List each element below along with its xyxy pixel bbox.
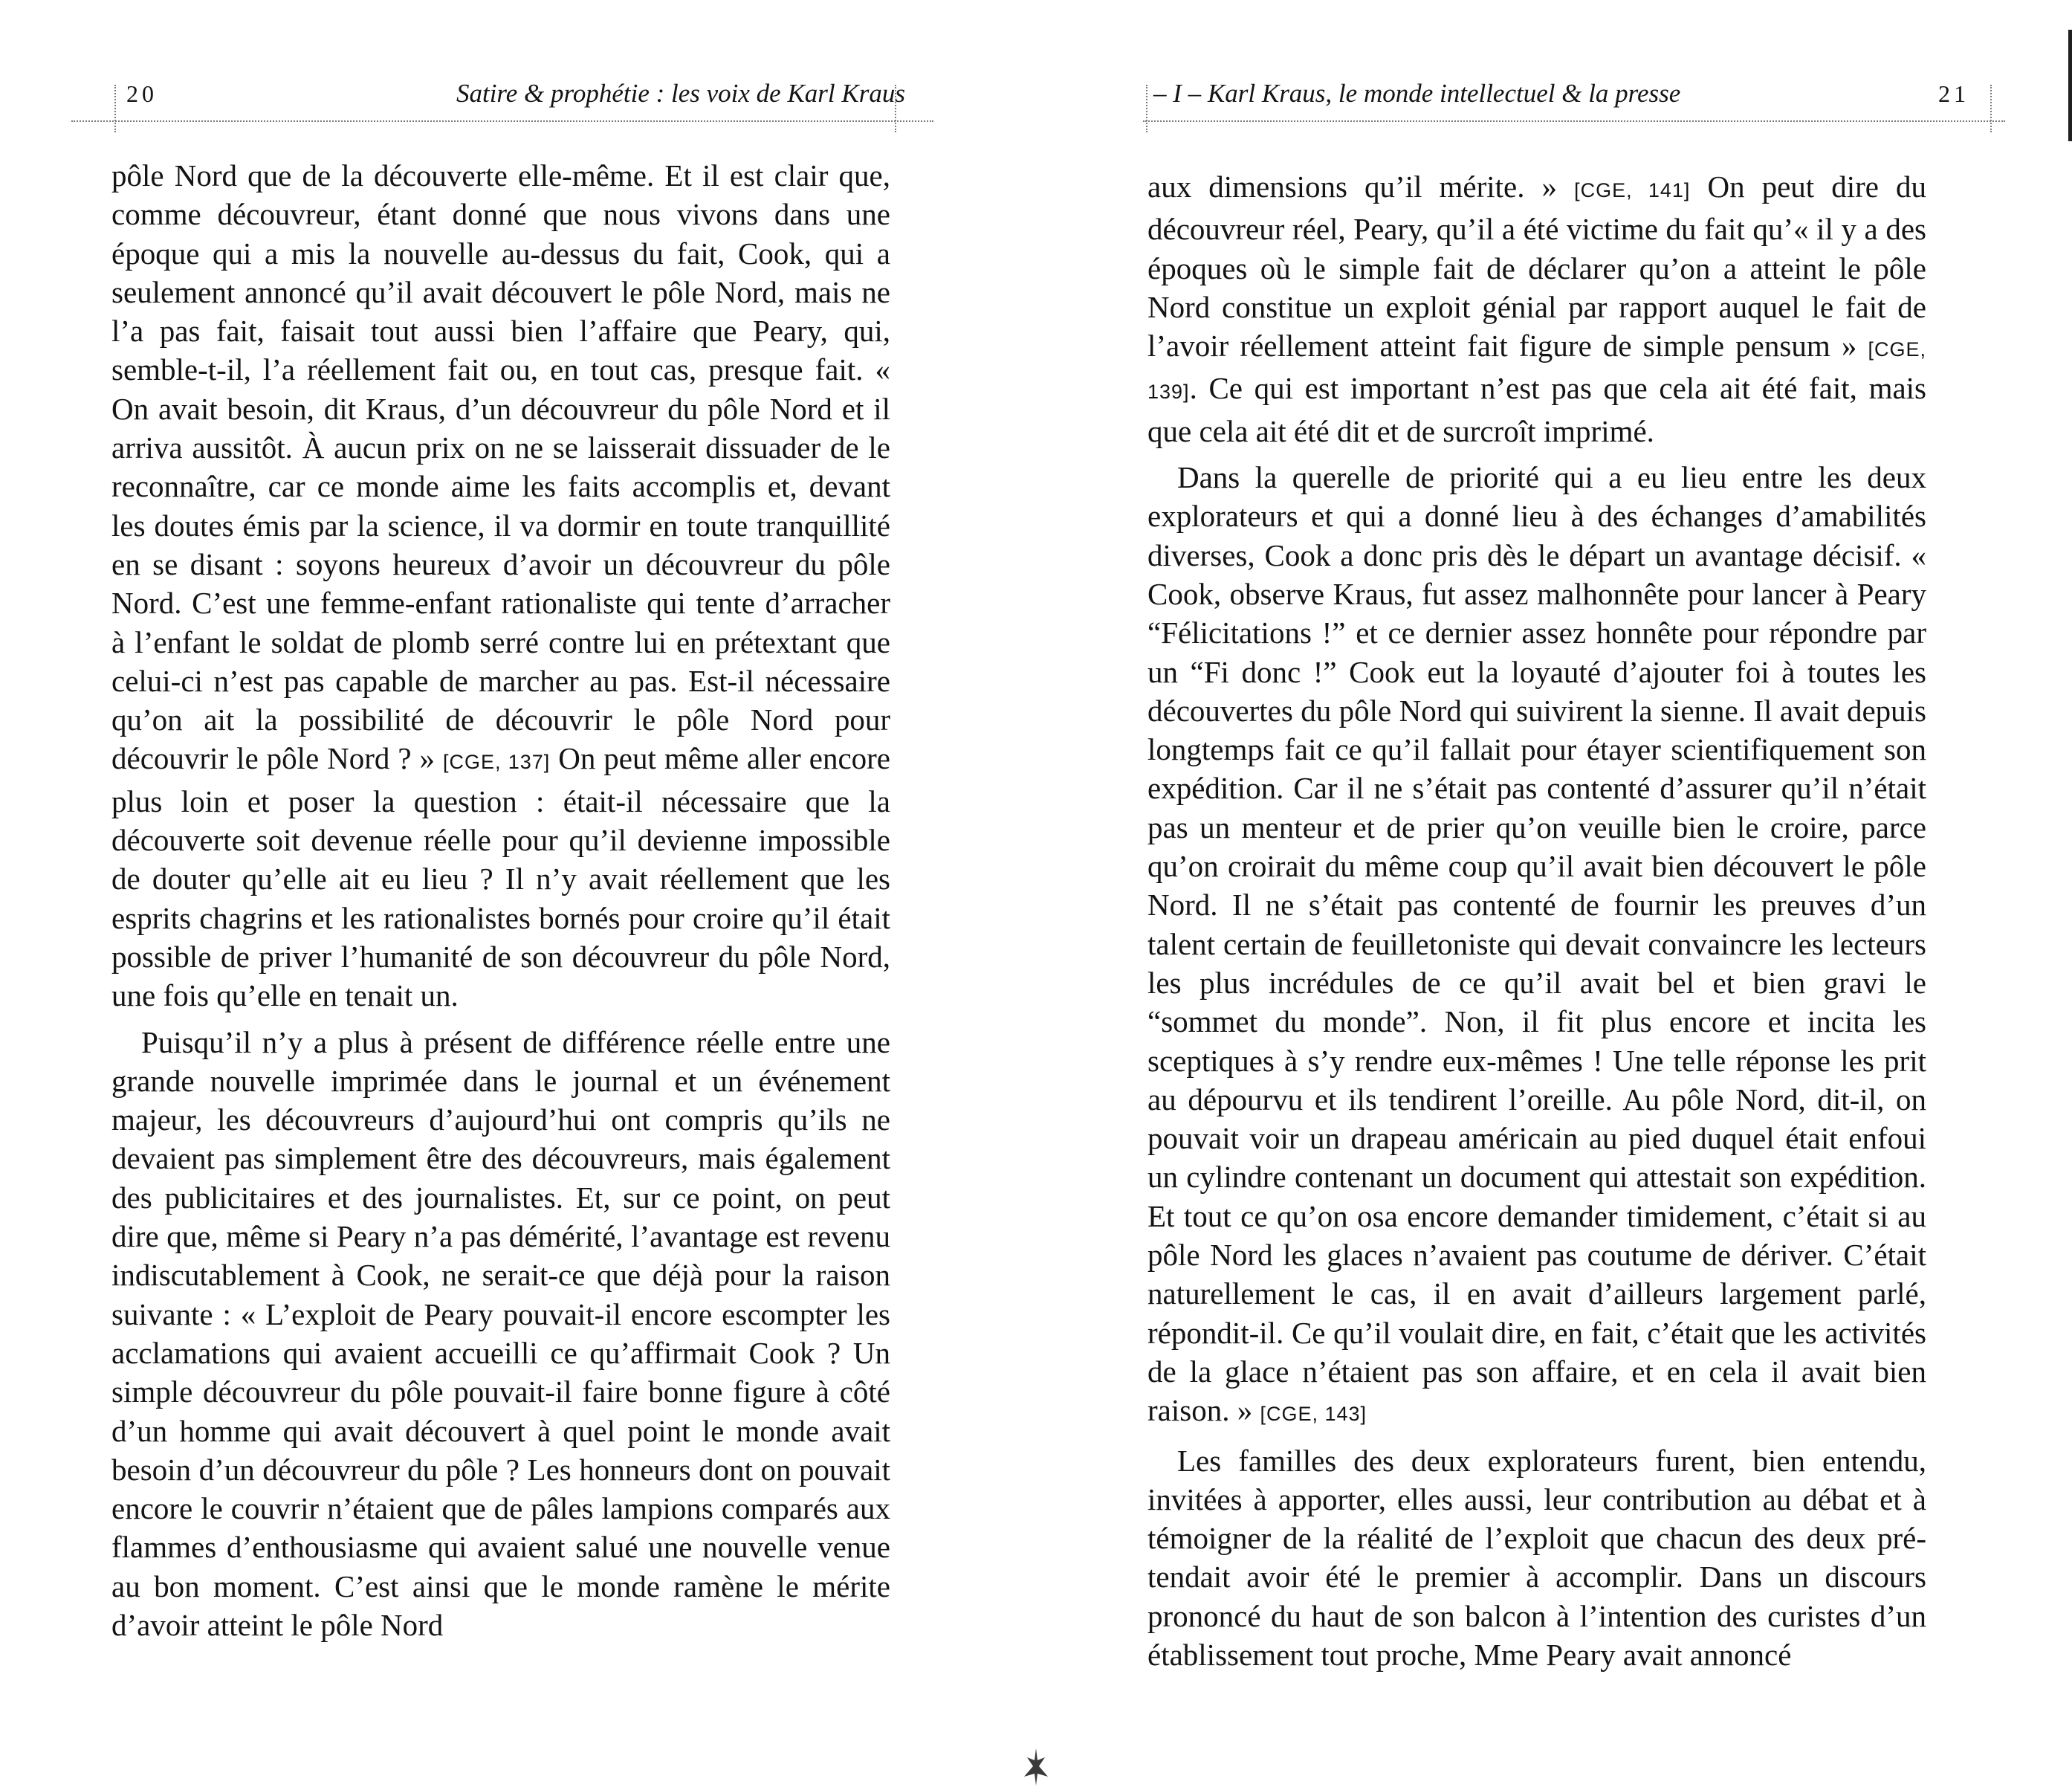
citation-reference: [CGE, 139] <box>1147 338 1926 404</box>
paragraph <box>111 1023 890 1645</box>
paragraph <box>1147 167 1926 450</box>
paragraph-text: On peut même aller encore plus loin et poser la question : était-il nécessaire que la découverte soit devenue réelle pour qu’il devienne impossible de douter qu’elle ait eu lieu ? Il n’y avait réellement que les esprits chagrins et les rationalistes bornés pour croire qu’il était possible de priver l’humanité de son découvreur du pôle Nord, une fois qu’elle en tenait un. <box>111 741 891 1013</box>
header-rule <box>1143 120 2005 122</box>
right-page-number: 21 <box>1938 80 1969 107</box>
paragraph-text: Les familles des deux explorateurs furent, bien entendu, invitées à apporter, elles aussi, leur contribution au débat et à témoigner de la réalité de l’exploit que chacun des deux prétendait avoir été le premier à accomplir. Dans un discours prononcé du haut de son balcon à l’intention des curistes d’un établissement tout proche, Mme Peary avait annoncé <box>1147 1443 1926 1672</box>
paragraph <box>1147 458 1926 1433</box>
left-running-title: Satire & prophétie : les voix de Karl Kraus <box>456 79 905 108</box>
scan-edge-mark <box>2068 30 2072 141</box>
citation-reference: [CGE, 143] <box>1260 1403 1367 1426</box>
paragraph <box>1147 1441 1926 1675</box>
paragraph-text: pôle Nord que de la découverte elle-même. Et il est clair que, comme découvreur, étant donné que nous vivons dans une époque qui a mis la nouvelle au-dessus du fait, Cook, qui a seulement annoncé qu’il avait découvert le pôle Nord, mais ne l’a pas fait, faisait tout aussi bien l’affaire que Peary, qui, semble-t-il, l’a réellement fait ou, en tout cas, presque fait. « On avait besoin, dit Kraus, d’un découvreur du pôle Nord et il arriva aussitôt. À aucun prix on ne se laisserait dissuader de le reconnaître, car ce monde aime les faits accomplis et, devant les doutes émis par la science, il va dormir en toute tranquillité en se disant : soyons heureux d’avoir un découvreur du pôle Nord. C’est une femme-enfant rationaliste qui tente d’arracher à l’enfant le soldat de plomb serré contre lui en prétextant que celui-ci n’est pas capable de marcher au pas. Est-il nécessaire qu’on ait la possibilité de découvrir le pôle Nord pour découvrir le pôle Nord ? » <box>111 158 890 776</box>
citation-reference: [CGE, 141] <box>1574 179 1691 201</box>
left-body-text <box>111 156 890 1644</box>
citation-reference: [CGE, 137] <box>442 751 551 774</box>
printer-ornament-icon <box>1023 1747 1049 1787</box>
left-page-number: 20 <box>126 80 158 107</box>
paragraph-text: Puisqu’il n’y a plus à présent de différence réelle entre une grande nouvelle imprimée dans le journal et un événement majeur, les découvreurs d’aujourd’hui ont compris qu’ils ne devaient pas simplement être des découvreurs, mais également des publicitaires et des journalistes. Et, sur ce point, on peut dire que, même si Peary n’a pas démérité, l’avantage est revenu indiscutablement à Cook, ne serait-ce que déjà pour la raison suivante : « L’exploit de Peary pouvait-il encore escompter les acclamations qui avaient accueilli ce qu’affirmait Cook ? Un simple découvreur du pôle pouvait-il faire bonne figure à côté d’un homme qui avait découvert à quel point le monde avait besoin d’un découvreur du pôle ? Les honneurs dont on pouvait encore le couvrir n’étaient que de pâles lampions comparés aux flammes d’enthousiasme qui avaient salué une nouvelle venue au bon moment. C’est ainsi que le monde ramène le mérite d’avoir atteint le pôle Nord <box>111 1024 890 1642</box>
right-running-header <box>1143 71 2005 131</box>
paragraph-text: On peut dire du découvreur réel, Peary, qu’il a été victime du fait qu’« il y a des époques où le simple fait de déclarer qu’on a atteint le pôle Nord constitue un exploit génial par rapport auquel le fait de l’avoir réellement atteint fait figure de simple pensum » <box>1147 169 1926 364</box>
right-running-title: – I – Karl Kraus, le monde intellectuel & la presse <box>1153 79 1681 108</box>
left-running-header <box>71 71 933 131</box>
right-page <box>1036 0 2072 1790</box>
paragraph <box>111 156 890 1015</box>
header-tick <box>895 85 896 132</box>
header-tick <box>1990 85 1992 132</box>
paragraph-text: . Ce qui est important n’est pas que cela ait été fait, mais que cela ait été dit et de surcroît imprimé. <box>1147 371 1926 448</box>
right-body-text <box>1147 167 1926 1674</box>
header-tick <box>114 85 116 132</box>
paragraph-text: Dans la querelle de priorité qui a eu lieu entre les deux explorateurs et qui a donné lieu à des échanges d’amabilités diverses, Cook a donc pris dès le départ un avantage décisif. « Cook, observe Kraus, fut assez malhonnête pour lancer à Peary “Félicitations !” et ce dernier assez honnête pour répondre par un “Fi donc !” Cook eut la loyauté d’ajouter foi à toutes les découvertes du pôle Nord qui suivirent la sienne. Il avait depuis longtemps fait ce qu’il fallait pour étayer scientifiquement son expédition. Car il ne s’était pas contenté d’assurer qu’il n’était pas un menteur et de prier qu’on veuille bien le croire, parce qu’on croirait du même coup qu’il avait bien découvert le pôle Nord. Il ne s’était pas contenté de fournir les preuves d’un talent certain de feuilletoniste qui devait convaincre les lecteurs les plus incrédules de ce qu’il avait bel et bien gravi le “sommet du monde”. Non, il fit plus encore et incita les sceptiques à s’y rendre eux-mêmes ! Une telle réponse les prit au dépourvu et ils tendirent l’oreille. Au pôle Nord, dit-il, on pouvait voir un drapeau américain au pied duquel était enfoui un cylindre contenant un document qui attestait son expédition. Et tout ce qu’on osa encore demander timidement, c’était si au pôle Nord les glaces n’avaient pas coutume de dériver. C’était naturellement le cas, il en avait d’ailleurs largement parlé, répondit-il. Ce qu’il voulait dire, en fait, c’était que les activités de la glace n’étaient pas son affaire, et en cela il avait bien raison. » <box>1147 460 1926 1428</box>
header-tick <box>1146 85 1147 132</box>
header-rule <box>71 120 933 122</box>
paragraph-text: aux dimensions qu’il mérite. » <box>1147 169 1575 204</box>
